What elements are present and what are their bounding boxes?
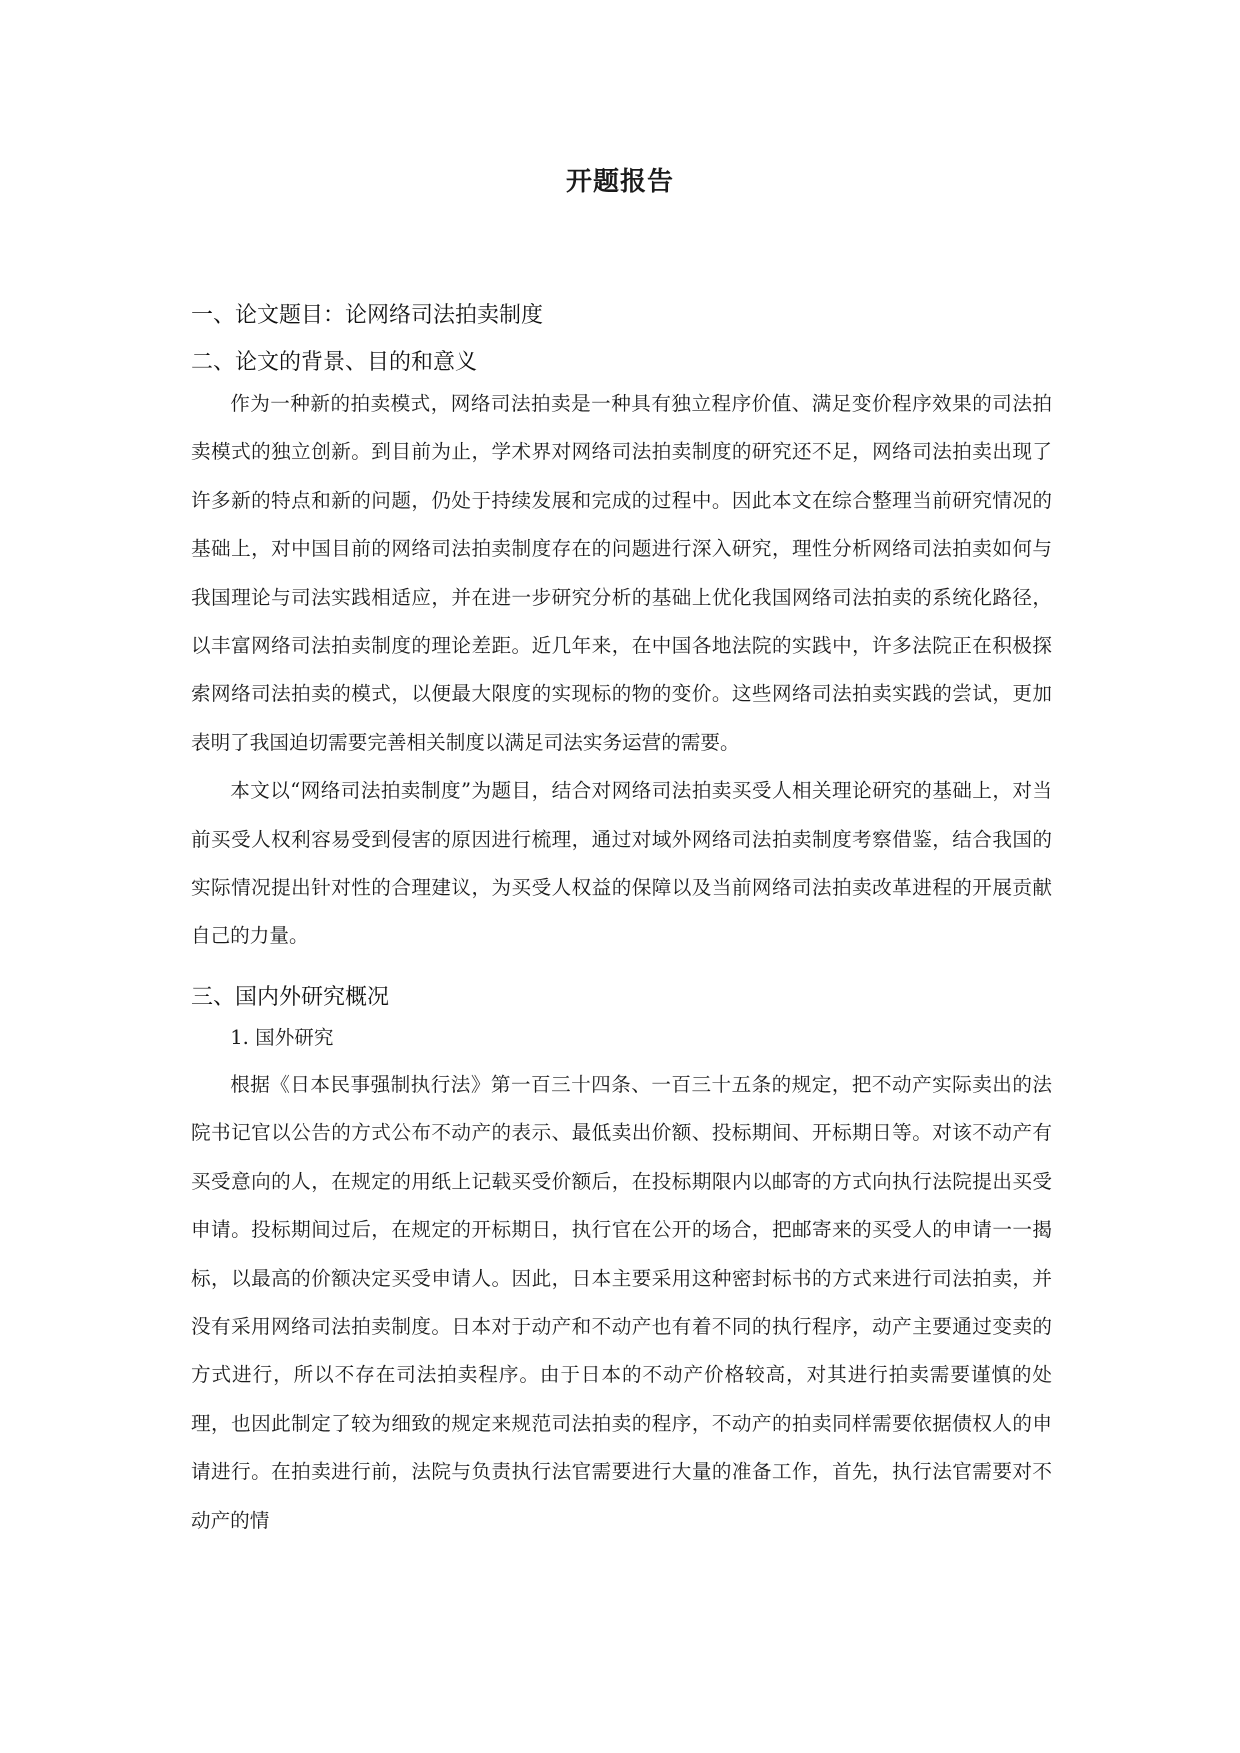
section-2-heading: 二、论文的背景、目的和意义	[191, 350, 478, 375]
section-2-paragraph-2: 本文以“网络司法拍卖制度”为题目，结合对网络司法拍卖买受人相关理论研究的基础上，对当前买受人权利容易受到侵害的原因进行梳理，通过对域外网络司法拍卖制度考察借鉴，结合我国的实际情况提出针对性的合理建议，为买受人权益的保障以及当前网络司法拍卖改革进程的开展贡献自己的力量。	[191, 779, 1052, 948]
section-1-heading: 一、论文题目：论网络司法拍卖制度	[191, 303, 544, 328]
section-2-paragraph-1: 作为一种新的拍卖模式，网络司法拍卖是一种具有独立程序价值、满足变价程序效果的司法拍卖模式的独立创新。到目前为止，学术界对网络司法拍卖制度的研究还不足，网络司法拍卖出现了许多新的特点和新的问题，仍处于持续发展和完成的过程中。因此本文在综合整理当前研究情况的基础上，对中国目前的网络司法拍卖制度存在的问题进行深入研究，理性分析网络司法拍卖如何与我国理论与司法实践相适应，并在进一步研究分析的基础上优化我国网络司法拍卖的系统化路径，以丰富网络司法拍卖制度的理论差距。近几年来，在中国各地法院的实践中，许多法院正在积极探索网络司法拍卖的模式，以便最大限度的实现标的物的变价。这些网络司法拍卖实践的尝试，更加表明了我国迫切需要完善相关制度以满足司法实务运营的需要。	[191, 392, 1052, 754]
section-3-subheading: 1. 国外研究	[230, 1025, 334, 1049]
document-title: 开题报告	[565, 167, 674, 197]
section-3-heading: 三、国内外研究概况	[191, 984, 390, 1010]
section-3-paragraph-1: 根据《日本民事强制执行法》第一百三十四条、一百三十五条的规定，把不动产实际卖出的法院书记官以公告的方式公布不动产的表示、最低卖出价额、投标期间、开标期日等。对该不动产有买受意向的人，在规定的用纸上记载买受价额后，在投标期限内以邮寄的方式向执行法院提出买受申请。投标期间过后，在规定的开标期日，执行官在公开的场合，把邮寄来的买受人的申请一一揭标，以最高的价额决定买受申请人。因此，日本主要采用这种密封标书的方式来进行司法拍卖，并没有采用网络司法拍卖制度。日本对于动产和不动产也有着不同的执行程序，动产主要通过变卖的方式进行，所以不存在司法拍卖程序。由于日本的不动产价格较高，对其进行拍卖需要谨慎的处理，也因此制定了较为细致的规定来规范司法拍卖的程序，不动产的拍卖同样需要依据债权人的申请进行。在拍卖进行前，法院与负责执行法官需要进行大量的准备工作，首先，执行法官需要对不动产的情	[191, 1072, 1052, 1532]
document-body	[191, 297, 1052, 1545]
